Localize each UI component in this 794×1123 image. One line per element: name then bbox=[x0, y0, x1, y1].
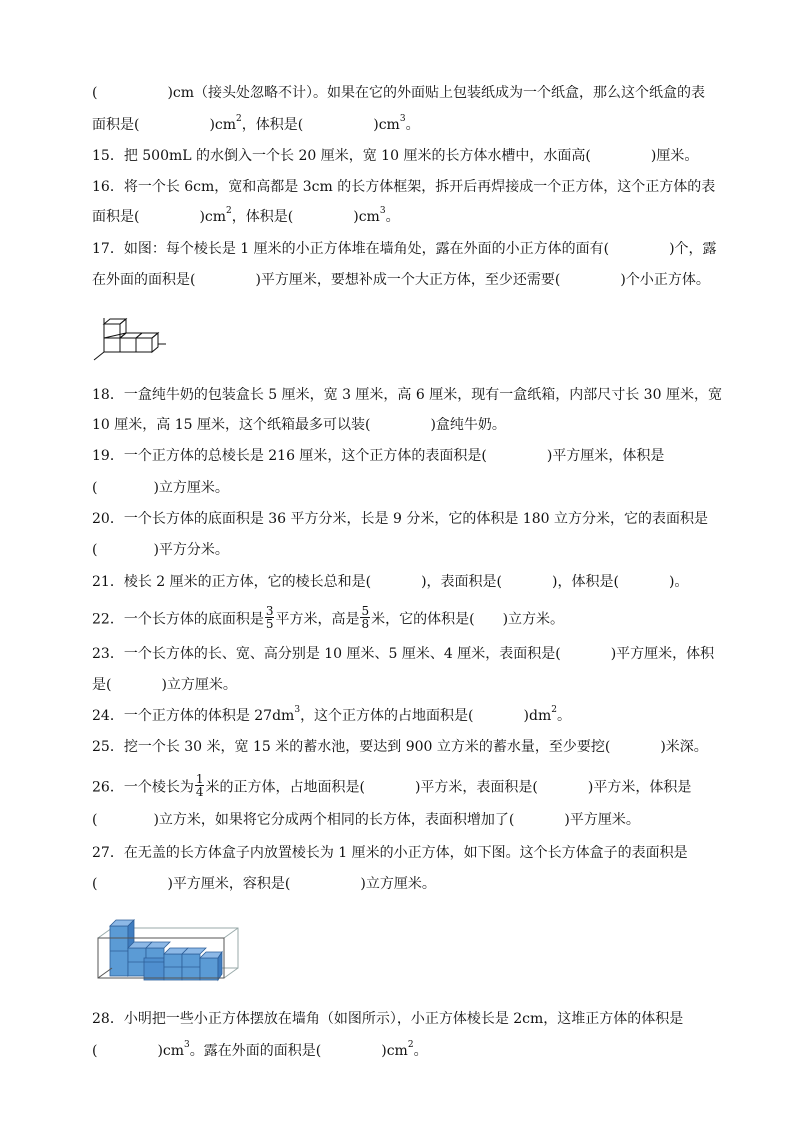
question-28-line-1: 28．小明把一些小正方体摆放在墙角（如图所示），小正方体棱长是 2cm，这堆正方体的体积是 bbox=[92, 1011, 684, 1027]
question-21: 21．棱长 2 厘米的正方体，它的棱长总和是( )，表面积是( )，体积是( )。 bbox=[92, 574, 689, 590]
question-22: 22．一个长方体的底面积是 $\frac{3}{5}$ 平方米，高是 $\frac{5}{8}$ 米，它的体积是( )立方米。 bbox=[92, 604, 565, 631]
question-15: 15．把 500mL 的水倒入一个长 20 厘米，宽 10 厘米的长方体水槽中，水面高( )厘米。 bbox=[92, 148, 699, 164]
question-16-line-2: 面积是( )$cm^2$，体积是( )$cm^3$。 bbox=[92, 206, 400, 225]
question-26-line-1: 26．一个棱长为 $\frac{1}{4}$ 米的正方体，占地面积是( )平方米，表面积是( )平方米，体积是 bbox=[92, 772, 692, 799]
question-25: 25．挖一个长 30 米，宽 15 米的蓄水池，要达到 900 立方米的蓄水量，至少要挖( )米深。 bbox=[92, 739, 708, 755]
question-27-line-1: 27．在无盖的长方体盒子内放置棱长为 1 厘米的小正方体，如下图。这个长方体盒子的表面积是 bbox=[92, 845, 688, 861]
question-28-line-2: ( )$cm^3$。露在外面的面积是( )$cm^2$。 bbox=[92, 1040, 428, 1059]
question-23-line-1: 23．一个长方体的长、宽、高分别是 10 厘米、5 厘米、4 厘米，表面积是( )平方厘米，体积 bbox=[92, 646, 715, 662]
question-20-line-1: 20．一个长方体的底面积是 36 平方分米，长是 9 分米，它的体积是 180 立方分米，它的表面积是 bbox=[92, 511, 708, 527]
corner-cubes-figure bbox=[92, 310, 172, 362]
question-17-line-2: 在外面的面积是( )平方厘米，要想补成一个大正方体，至少还需要( )个小正方体。 bbox=[92, 272, 710, 288]
question-16-line-1: 16．将一个长 6cm，宽和高都是 3cm 的长方体框架，拆开后再焊接成一个正方体，这个正方体的表 bbox=[92, 179, 716, 195]
question-23-line-2: 是( )立方厘米。 bbox=[92, 677, 237, 693]
question-17-line-1: 17．如图：每个棱长是 1 厘米的小正方体堆在墙角处，露在外面的小正方体的面有( )个，露 bbox=[92, 241, 717, 257]
question-26-line-2: ( )立方米，如果将它分成两个相同的长方体，表面积增加了( )平方厘米。 bbox=[92, 812, 640, 828]
fraction-five-eighths: $\frac{5}{8}$ bbox=[361, 604, 370, 631]
question-19-line-2: ( )立方厘米。 bbox=[92, 480, 229, 496]
q14-line-2: 面积是( )$cm^2$，体积是( )$cm^3$。 bbox=[92, 114, 420, 133]
box-with-cubes-figure bbox=[94, 914, 242, 986]
fraction-one-quarter: $\frac{1}{4}$ bbox=[195, 772, 204, 799]
q14-line-1: ( )cm（接头处忽略不计）。如果在它的外面贴上包装纸成为一个纸盒，那么这个纸盒的表 bbox=[92, 85, 706, 101]
question-18-line-1: 18．一盒纯牛奶的包装盒长 5 厘米，宽 3 厘米，高 6 厘米，现有一盒纸箱，内部尺寸长 30 厘米，宽 bbox=[92, 387, 722, 403]
fraction-three-fifths: $\frac{3}{5}$ bbox=[265, 604, 274, 631]
question-24: 24．一个正方体的体积是 $27dm^3$，这个正方体的占地面积是( )$dm^2$。 bbox=[92, 705, 571, 724]
question-18-line-2: 10 厘米，高 15 厘米，这个纸箱最多可以装( )盒纯牛奶。 bbox=[92, 417, 506, 433]
question-19-line-1: 19．一个正方体的总棱长是 216 厘米，这个正方体的表面积是( )平方厘米，体积是 bbox=[92, 448, 665, 464]
question-27-line-2: ( )平方厘米，容积是( )立方厘米。 bbox=[92, 876, 436, 892]
question-20-line-2: ( )平方分米。 bbox=[92, 542, 229, 558]
